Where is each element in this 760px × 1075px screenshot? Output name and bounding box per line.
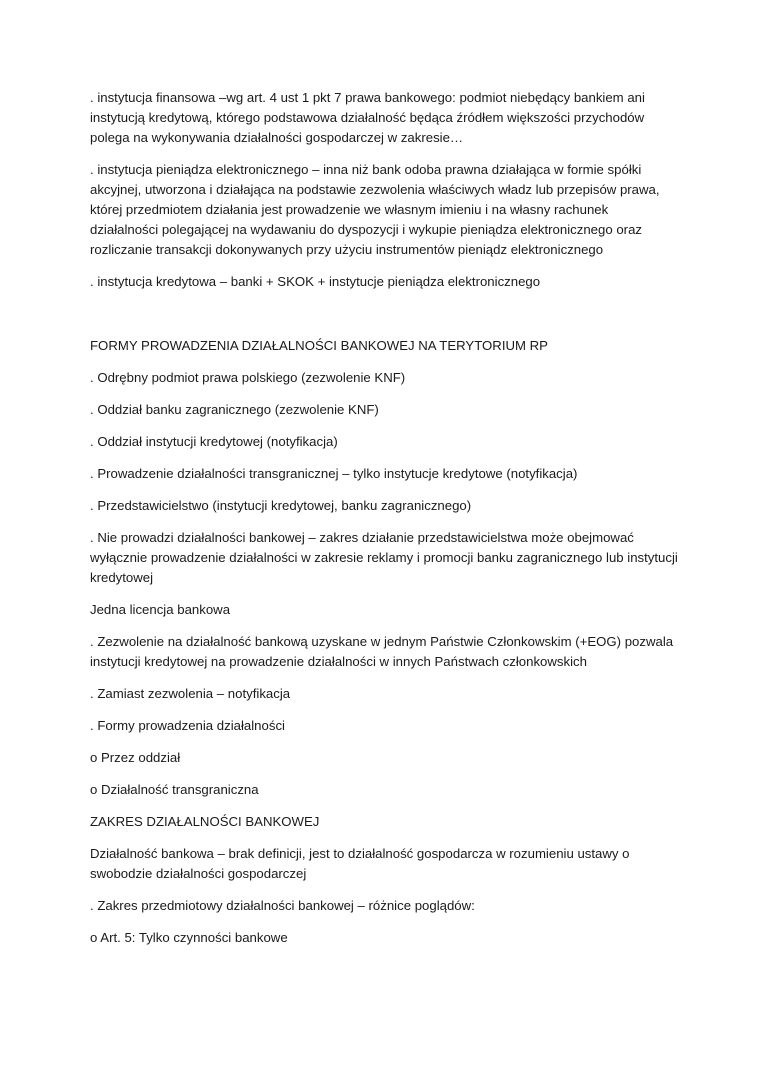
paragraph-financial-institution: . instytucja finansowa –wg art. 4 ust 1 pkt 7 prawa bankowego: podmiot niebędący bankiem ani instytucją kredytową, którego podstawowa działalność będąca źródłem większości przychodów polega na wykonywania działalności gospodarczej w zakresie…: [90, 90, 645, 145]
list-item: . Prowadzenie działalności transgranicznej – tylko instytucje kredytowe (notyfikacja): [90, 466, 578, 481]
heading-single-license: Jedna licencja bankowa: [90, 602, 231, 617]
paragraph-credit-institution: . instytucja kredytowa – banki + SKOK + instytucje pieniądza elektronicznego: [90, 274, 541, 289]
heading-scope-of-banking: ZAKRES DZIAŁALNOŚCI BANKOWEJ: [90, 814, 320, 829]
sub-list-item: o Działalność transgraniczna: [90, 782, 259, 797]
list-item: . Nie prowadzi działalności bankowej – zakres działanie przedstawicielstwa może obejmować wyłącznie prowadzenie działalności w zakresie reklamy i promocji banku zagranicznego lub instytucji kredytowej: [90, 530, 678, 585]
list-item: . Przedstawicielstwo (instytucji kredytowej, banku zagranicznego): [90, 498, 472, 513]
list-item: . Oddział banku zagranicznego (zezwolenie KNF): [90, 402, 379, 417]
sub-list-item: o Art. 5: Tylko czynności bankowe: [90, 930, 288, 945]
paragraph-e-money-institution: . instytucja pieniądza elektronicznego – inna niż bank odoba prawna działająca w formie spółki akcyjnej, utworzona i działająca na podstawie zezwolenia właściwych władz lub przepisów prawa, której przedmiotem działania jest prowadzenie we własnym imieniu i na własny rachunek działalności polegającej na wydawaniu do dyspozycji i wykupie pieniądza elektronicznego oraz rozliczanie transakcji dokonywanych przy użyciu instrumentów pieniądz elektronicznego: [90, 162, 660, 257]
list-item: . Zezwolenie na działalność bankową uzyskane w jednym Państwie Członkowskim (+EOG) pozwala instytucji kredytowej na prowadzenie działalności w innych Państwach członkowskich: [90, 634, 674, 669]
heading-forms-of-banking: FORMY PROWADZENIA DZIAŁALNOŚCI BANKOWEJ NA TERYTORIUM RP: [90, 338, 548, 353]
list-item: . Zakres przedmiotowy działalności bankowej – różnice poglądów:: [90, 898, 475, 913]
paragraph-banking-definition: Działalność bankowa – brak definicji, jest to działalność gospodarcza w rozumieniu ustawy o swobodzie działalności gospodarczej: [90, 846, 630, 881]
list-item: . Formy prowadzenia działalności: [90, 718, 285, 733]
list-item: . Odrębny podmiot prawa polskiego (zezwolenie KNF): [90, 370, 406, 385]
sub-list-item: o Przez oddział: [90, 750, 181, 765]
document-page: [90, 88, 680, 960]
list-item: . Zamiast zezwolenia – notyfikacja: [90, 686, 291, 701]
list-item: . Oddział instytucji kredytowej (notyfikacja): [90, 434, 338, 449]
spacer: [90, 304, 680, 336]
